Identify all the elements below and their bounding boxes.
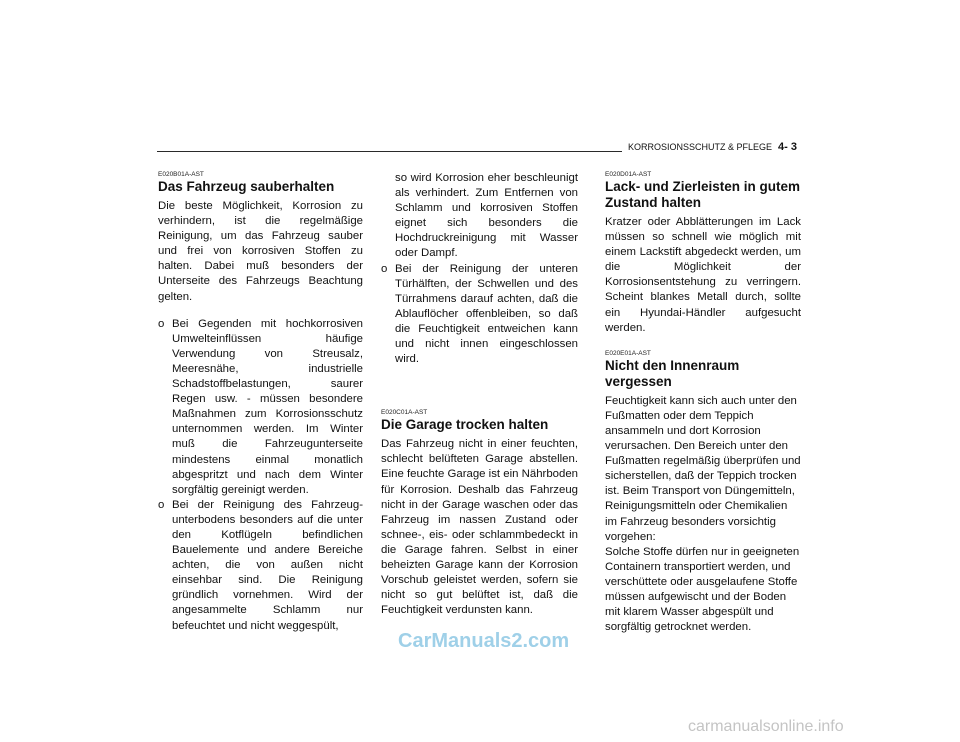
bullet-text: Bei Gegenden mit hochkorrosiven Umwelteinflüssen häufige Verwendung von Streusalz, Meeresnähe, industrielle Schadstoffbelastungen, saurer Regen usw. - müssen besondere Maßnahmen zum Korrosionsschutz unternommen werden. Im Winter muß die Fahrzeugunterseite mindestens einmal monatlich abgespritzt und nach dem Winter sorgfältig gereinigt werden. (172, 317, 363, 496)
section-heading: Das Fahrzeug sauberhalten (158, 179, 335, 194)
section-heading: Die Garage trocken halten (381, 417, 549, 433)
section-heading: Nicht den Innenraum vergessen (605, 357, 740, 389)
bullet-continuation (381, 171, 578, 262)
bullet-text: so wird Korrosion eher beschleunigt als verhindert. Zum Entfernen von Schlamm und korrosiven Stoffen eignet sich besonders die Hochdruckreinigung mit Wasser oder Dampf. (395, 172, 578, 260)
bullet-marker: o (381, 262, 388, 275)
bullet-marker: o (158, 317, 165, 330)
header-rule (157, 151, 622, 152)
paragraph: Das Fahrzeug nicht in einer feuchten, schlecht belüfteten Garage abstellen. Eine feuchte Garage ist ein Nährboden für Korrosion. Deshalb das Fahrzeug nicht in der Garage waschen oder das Fahrzeug im nassen Zustand oder schnee-, eis- oder schlammbedeckt in die Garage fahren. Selbst in einer beheizten Garage kann der Korrosion Vorschub geleistet werden, sofern sie nicht so gut belüftet ist, daß die Feuchtigkeit verdunsten kann. (381, 438, 578, 617)
bullet-text: Bei der Reinigung des Fahrzeug-unterbodens besonders auf die unter den Kotflügeln befindlichen Bauelemente und andere Bereiche achten, die von außen nicht einsehbar sind. Die Reinigung gründlich vornehmen. Wird der angesammelte Schlamm nur befeuchtet und nicht weggespült, (172, 498, 363, 632)
section-title: KORROSIONSSCHUTZ & PFLEGE (628, 142, 773, 152)
footer-watermark: carmanualsonline.info (688, 718, 844, 735)
bullet-item (381, 262, 578, 368)
section-code: E020B01A-AST (158, 171, 204, 178)
page-header (628, 141, 797, 153)
bullet-item (158, 317, 363, 498)
page-number: 4- 3 (778, 141, 797, 153)
paragraph: Kratzer oder Abblätterungen im Lack müssen so schnell wie möglich mit einem Lackstift abgedeckt werden, um die Möglichkeit der Korrosionsentstehung zu verringern. Scheint blankes Metall durch, sollte ein Hyundai-Händler aufgesucht werden. (605, 216, 801, 334)
paragraph: Feuchtigkeit kann sich auch unter den Fußmatten oder dem Teppich ansammeln und dort Korrosion verursachen. Den Bereich unter den Fußmatten regelmäßig überprüfen und sicherstellen, daß der Teppich trocken ist. Beim Transport von Düngemitteln, Reinigungsmitteln oder Chemikalien im Fahrzeug besonders vorsichtig vorgehen: (605, 394, 801, 543)
column-1 (158, 171, 363, 634)
bullet-marker: o (158, 498, 165, 511)
section-heading: Lack- und Zierleisten in gutem Zustand halten (605, 179, 801, 210)
paragraph: Die beste Möglichkeit, Korrosion zu verhindern, ist die regelmäßige Reinigung, um das Fahrzeug sauber und frei von korrosiven Stoffen zu halten. Dabei muß besonders der Unterseite des Fahrzeugs Beachtung gelten. (158, 200, 363, 303)
bullet-item (158, 498, 363, 634)
section-code: E020D01A-AST (605, 171, 652, 178)
section-code: E020C01A-AST (381, 409, 428, 417)
column-3 (605, 171, 801, 635)
bullet-text: Bei der Reinigung der unteren Türhälften, der Schwellen und des Türrahmens darauf achten, daß die Ablauflöcher offenbleiben, so daß die Feuchtigkeit entweichen kann und nicht innen eingeschlossen wird. (395, 262, 578, 366)
paragraph: Solche Stoffe dürfen nur in geeigneten Containern transportiert werden, und verschüttete oder ausgelaufene Stoffe müssen aufgewischt und der Boden mit klarem Wasser abgespült und sorgfältig getrocknet werden. (605, 545, 800, 634)
section-code: E020E01A-AST (605, 349, 651, 357)
watermark-logo: CarManuals2.com (398, 630, 570, 652)
column-2 (381, 171, 578, 618)
